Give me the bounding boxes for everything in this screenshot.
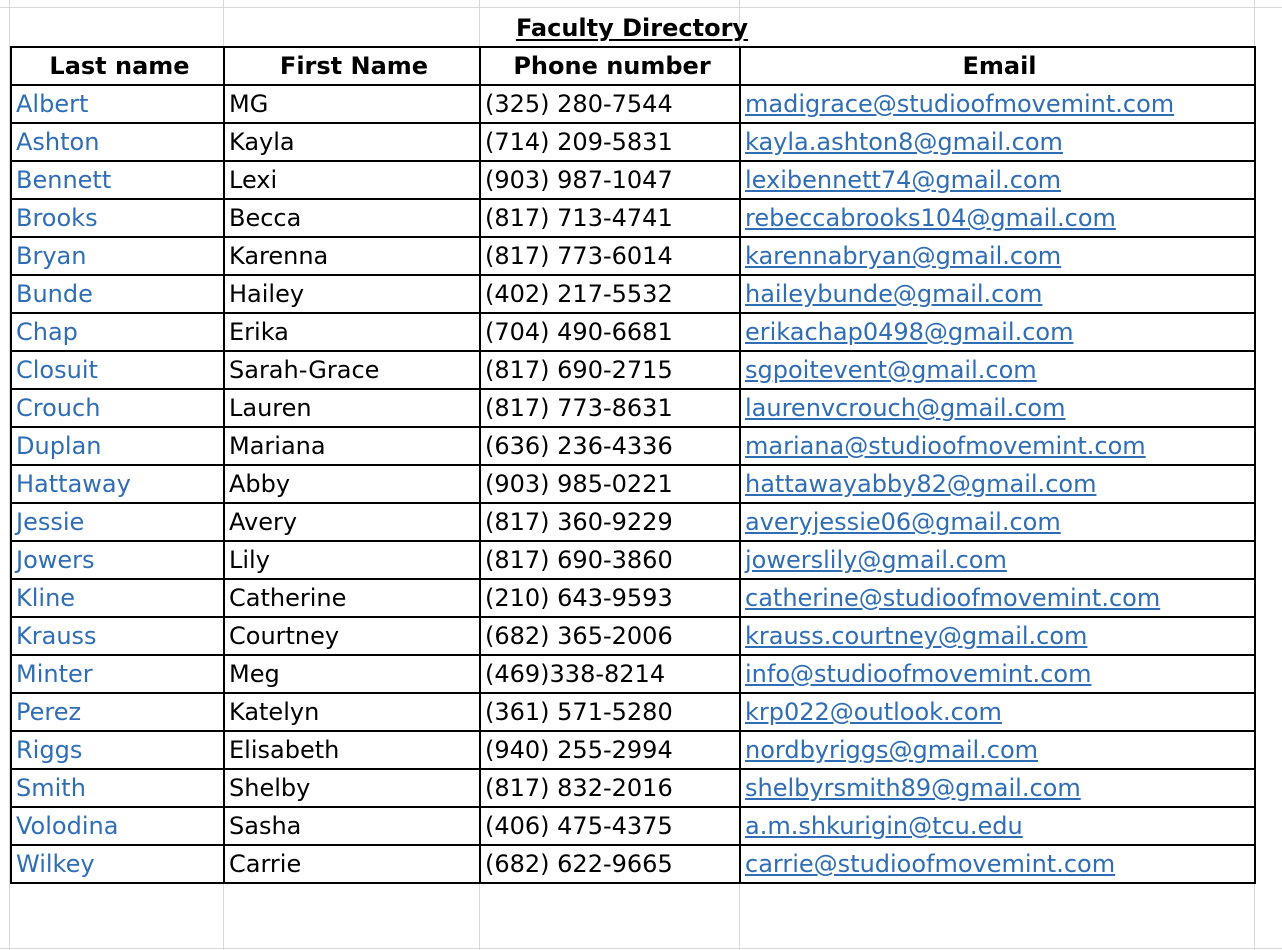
- phone-number-cell[interactable]: (903) 987-1047: [480, 161, 740, 199]
- last-name-cell[interactable]: Bryan: [11, 237, 224, 275]
- email-link[interactable]: a.m.shkurigin@tcu.edu: [745, 812, 1023, 840]
- phone-number-cell[interactable]: (682) 622-9665: [480, 845, 740, 883]
- email-link[interactable]: karennabryan@gmail.com: [745, 242, 1062, 270]
- email-link[interactable]: rebeccabrooks104@gmail.com: [745, 204, 1116, 232]
- table-row: [11, 579, 1255, 617]
- last-name-cell[interactable]: Crouch: [11, 389, 224, 427]
- first-name-cell[interactable]: Sarah-Grace: [224, 351, 480, 389]
- phone-number-cell[interactable]: (210) 643-9593: [480, 579, 740, 617]
- email-link[interactable]: haileybunde@gmail.com: [745, 280, 1043, 308]
- last-name-cell[interactable]: Perez: [11, 693, 224, 731]
- table-row: [11, 351, 1255, 389]
- first-name-cell[interactable]: MG: [224, 85, 480, 123]
- email-link[interactable]: mariana@studioofmovemint.com: [745, 432, 1146, 460]
- email-cell[interactable]: [740, 123, 1255, 161]
- email-link[interactable]: lexibennett74@gmail.com: [745, 166, 1061, 194]
- email-cell[interactable]: [740, 693, 1255, 731]
- email-link[interactable]: laurenvcrouch@gmail.com: [745, 394, 1066, 422]
- email-link[interactable]: krp022@outlook.com: [745, 698, 1002, 726]
- phone-number-cell[interactable]: (903) 985-0221: [480, 465, 740, 503]
- email-cell[interactable]: [740, 161, 1255, 199]
- first-name-cell[interactable]: Meg: [224, 655, 480, 693]
- table-row: [11, 123, 1255, 161]
- email-cell[interactable]: [740, 351, 1255, 389]
- email-cell[interactable]: [740, 199, 1255, 237]
- email-link[interactable]: nordbyriggs@gmail.com: [745, 736, 1039, 764]
- header-first-name[interactable]: First Name: [224, 47, 480, 85]
- email-cell[interactable]: [740, 845, 1255, 883]
- email-cell[interactable]: [740, 655, 1255, 693]
- email-cell[interactable]: [740, 541, 1255, 579]
- last-name-cell[interactable]: Jessie: [11, 503, 224, 541]
- phone-number-cell[interactable]: (817) 360-9229: [480, 503, 740, 541]
- first-name-cell[interactable]: Carrie: [224, 845, 480, 883]
- email-link[interactable]: carrie@studioofmovemint.com: [745, 850, 1116, 878]
- email-cell[interactable]: [740, 237, 1255, 275]
- last-name-cell[interactable]: Hattaway: [11, 465, 224, 503]
- email-link[interactable]: sgpoitevent@gmail.com: [745, 356, 1037, 384]
- email-cell[interactable]: [740, 731, 1255, 769]
- faculty-directory-table: [10, 46, 1256, 884]
- first-name-cell[interactable]: Abby: [224, 465, 480, 503]
- first-name-cell[interactable]: Sasha: [224, 807, 480, 845]
- email-cell[interactable]: [740, 769, 1255, 807]
- phone-number-cell[interactable]: (817) 690-3860: [480, 541, 740, 579]
- first-name-cell[interactable]: Lauren: [224, 389, 480, 427]
- last-name-cell[interactable]: Duplan: [11, 427, 224, 465]
- header-email[interactable]: Email: [740, 47, 1255, 85]
- phone-number-cell[interactable]: (817) 773-8631: [480, 389, 740, 427]
- first-name-cell[interactable]: Kayla: [224, 123, 480, 161]
- table-row: [11, 313, 1255, 351]
- first-name-cell[interactable]: Mariana: [224, 427, 480, 465]
- email-link[interactable]: erikachap0498@gmail.com: [745, 318, 1074, 346]
- table-row: [11, 85, 1255, 123]
- last-name-cell[interactable]: Riggs: [11, 731, 224, 769]
- email-cell[interactable]: [740, 389, 1255, 427]
- table-row: [11, 693, 1255, 731]
- phone-number-cell[interactable]: (817) 773-6014: [480, 237, 740, 275]
- first-name-cell[interactable]: Becca: [224, 199, 480, 237]
- email-cell[interactable]: [740, 807, 1255, 845]
- first-name-cell[interactable]: Lexi: [224, 161, 480, 199]
- last-name-cell[interactable]: Smith: [11, 769, 224, 807]
- first-name-cell[interactable]: Hailey: [224, 275, 480, 313]
- email-link[interactable]: krauss.courtney@gmail.com: [745, 622, 1088, 650]
- table-row: [11, 845, 1255, 883]
- phone-number-cell[interactable]: (325) 280-7544: [480, 85, 740, 123]
- email-link[interactable]: shelbyrsmith89@gmail.com: [745, 774, 1081, 802]
- table-row: [11, 655, 1255, 693]
- table-row: [11, 617, 1255, 655]
- page-title: [10, 8, 1254, 46]
- table-row: [11, 427, 1255, 465]
- first-name-cell[interactable]: Lily: [224, 541, 480, 579]
- phone-number-cell[interactable]: (402) 217-5532: [480, 275, 740, 313]
- phone-number-cell[interactable]: (817) 713-4741: [480, 199, 740, 237]
- last-name-cell[interactable]: Albert: [11, 85, 224, 123]
- phone-number-cell[interactable]: (469)338-8214: [480, 655, 740, 693]
- table-row: [11, 541, 1255, 579]
- first-name-cell[interactable]: Courtney: [224, 617, 480, 655]
- email-link[interactable]: kayla.ashton8@gmail.com: [745, 128, 1063, 156]
- last-name-cell[interactable]: Closuit: [11, 351, 224, 389]
- email-cell[interactable]: [740, 465, 1255, 503]
- email-link[interactable]: jowerslily@gmail.com: [745, 546, 1007, 574]
- last-name-cell[interactable]: Volodina: [11, 807, 224, 845]
- table-row: [11, 161, 1255, 199]
- phone-number-cell[interactable]: (682) 365-2006: [480, 617, 740, 655]
- email-link[interactable]: info@studioofmovemint.com: [745, 660, 1092, 688]
- title-text: Faculty Directory: [515, 14, 749, 42]
- email-cell[interactable]: [740, 579, 1255, 617]
- first-name-cell[interactable]: Karenna: [224, 237, 480, 275]
- phone-number-cell[interactable]: (636) 236-4336: [480, 427, 740, 465]
- phone-number-cell[interactable]: (940) 255-2994: [480, 731, 740, 769]
- email-link[interactable]: catherine@studioofmovemint.com: [745, 584, 1161, 612]
- last-name-cell[interactable]: Wilkey: [11, 845, 224, 883]
- phone-number-cell[interactable]: (406) 475-4375: [480, 807, 740, 845]
- phone-number-cell[interactable]: (704) 490-6681: [480, 313, 740, 351]
- last-name-cell[interactable]: Ashton: [11, 123, 224, 161]
- header-last-name[interactable]: Last name: [11, 47, 224, 85]
- table-row: [11, 503, 1255, 541]
- first-name-cell[interactable]: Katelyn: [224, 693, 480, 731]
- last-name-cell[interactable]: Bunde: [11, 275, 224, 313]
- last-name-cell[interactable]: Brooks: [11, 199, 224, 237]
- email-link[interactable]: hattawayabby82@gmail.com: [745, 470, 1097, 498]
- last-name-cell[interactable]: Bennett: [11, 161, 224, 199]
- email-cell[interactable]: [740, 617, 1255, 655]
- last-name-cell[interactable]: Minter: [11, 655, 224, 693]
- email-cell[interactable]: [740, 313, 1255, 351]
- table-row: [11, 807, 1255, 845]
- table-row: [11, 389, 1255, 427]
- phone-number-cell[interactable]: (714) 209-5831: [480, 123, 740, 161]
- table-row: [11, 465, 1255, 503]
- first-name-cell[interactable]: Catherine: [224, 579, 480, 617]
- last-name-cell[interactable]: Chap: [11, 313, 224, 351]
- last-name-cell[interactable]: Kline: [11, 579, 224, 617]
- phone-number-cell[interactable]: (817) 690-2715: [480, 351, 740, 389]
- table-row: [11, 731, 1255, 769]
- table-header-row: [11, 47, 1255, 85]
- email-cell[interactable]: [740, 85, 1255, 123]
- last-name-cell[interactable]: Krauss: [11, 617, 224, 655]
- first-name-cell[interactable]: Avery: [224, 503, 480, 541]
- email-link[interactable]: averyjessie06@gmail.com: [745, 508, 1061, 536]
- phone-number-cell[interactable]: (361) 571-5280: [480, 693, 740, 731]
- email-cell[interactable]: [740, 503, 1255, 541]
- header-phone-number[interactable]: Phone number: [480, 47, 740, 85]
- table-row: [11, 275, 1255, 313]
- first-name-cell[interactable]: Erika: [224, 313, 480, 351]
- table-row: [11, 237, 1255, 275]
- table-row: [11, 769, 1255, 807]
- email-cell[interactable]: [740, 275, 1255, 313]
- first-name-cell[interactable]: Shelby: [224, 769, 480, 807]
- first-name-cell[interactable]: Elisabeth: [224, 731, 480, 769]
- email-cell[interactable]: [740, 427, 1255, 465]
- phone-number-cell[interactable]: (817) 832-2016: [480, 769, 740, 807]
- last-name-cell[interactable]: Jowers: [11, 541, 224, 579]
- table-row: [11, 199, 1255, 237]
- email-link[interactable]: madigrace@studioofmovemint.com: [745, 90, 1175, 118]
- sheet-gridline: [0, 948, 1282, 949]
